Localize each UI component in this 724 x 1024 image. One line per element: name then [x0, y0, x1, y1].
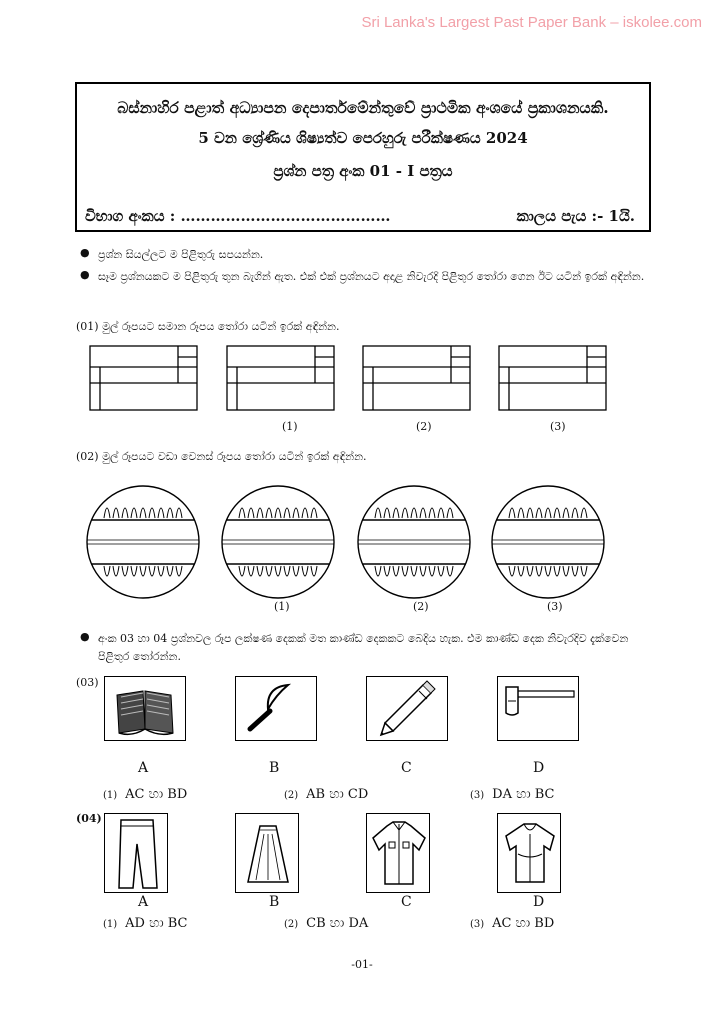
q1-option-1-label: (1): [282, 420, 298, 433]
q3-option-1[interactable]: (1) AC හා BD: [103, 787, 188, 802]
q4-option-2[interactable]: (2) CB හා DA: [284, 916, 369, 931]
q2-option-1-label: (1): [274, 600, 290, 613]
q3-image-a: [104, 676, 186, 741]
page-number: -01-: [351, 958, 373, 971]
watermark: Sri Lanka's Largest Past Paper Bank – iskolee.com: [361, 14, 702, 31]
question-2-text: (02) මුල් රූපයට වඩා වෙනස් රූපය තෝරා යටින් ඉරක් අඳින්න.: [76, 450, 367, 463]
q3-label-d: D: [533, 760, 545, 776]
header-paper-number: ප්‍රශ්න පත්‍ර අංක 01 - I පත්‍රය: [273, 162, 453, 180]
q4-image-a: [104, 813, 168, 893]
q3-image-d: [497, 676, 579, 741]
question-1-text: (01) මුල් රූපයට සමාන රූපය තෝරා යටින් ඉරක් අඳින්න.: [76, 320, 340, 333]
axe-icon: [498, 677, 580, 742]
sickle-icon: [236, 677, 318, 742]
q3-label-c: C: [401, 760, 412, 776]
blouse-icon: [498, 814, 562, 894]
shirt-icon: [367, 814, 431, 894]
q3-option-2[interactable]: (2) AB හා CD: [284, 787, 369, 802]
q4-image-d: [497, 813, 561, 893]
q4-label-b: B: [269, 894, 280, 910]
question-4-number: (04): [76, 812, 102, 825]
header-publisher: බස්නාහිර පළාත් අධ්‍යාපන දෙපාර්තමේන්තුවේ ප්‍රාථමික අංශයේ ප්‍රකාශනයකි.: [117, 98, 609, 117]
q2-figure-3: [492, 486, 604, 598]
q3-label-a: A: [138, 760, 149, 776]
trousers-icon: [105, 814, 169, 894]
question-3-number: (03): [76, 676, 99, 689]
q3-option-3[interactable]: (3) DA හා BC: [470, 787, 555, 802]
q1-option-3-label: (3): [550, 420, 566, 433]
pencil-icon: [367, 677, 449, 742]
book-icon: [105, 677, 187, 742]
q4-label-d: D: [533, 894, 545, 910]
q1-option-2-label: (2): [416, 420, 432, 433]
q2-option-3-label: (3): [547, 600, 563, 613]
q2-original-figure: [87, 486, 199, 598]
header-exam-title: 5 වන ශ්‍රේණිය ශිෂ්‍යත්ව පෙරහුරු පරීක්ෂණය 2024: [198, 129, 528, 147]
q4-option-3[interactable]: (3) AC හා BD: [470, 916, 555, 931]
index-number-label: විභාග අංකය : ……………………………………: [85, 207, 391, 225]
skirt-icon: [236, 814, 300, 894]
q2-option-2-label: (2): [413, 600, 429, 613]
q2-figure-2: [358, 486, 470, 598]
q4-image-c: [366, 813, 430, 893]
q3-label-b: B: [269, 760, 280, 776]
q3-image-c: [366, 676, 448, 741]
q4-image-b: [235, 813, 299, 893]
q3-image-b: [235, 676, 317, 741]
q4-label-c: C: [401, 894, 412, 910]
q4-option-1[interactable]: (1) AD හා BC: [103, 916, 188, 931]
time-label: කාලය පැය :- 1යි.: [516, 207, 635, 225]
q4-label-a: A: [138, 894, 149, 910]
q2-figure-1: [222, 486, 334, 598]
